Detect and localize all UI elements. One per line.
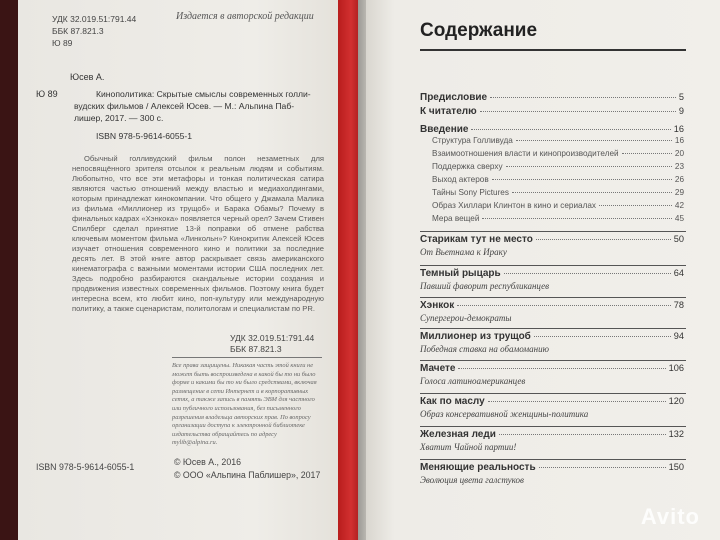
- toc-chapter-subtitle: Победная ставка на обамоманию: [420, 344, 549, 354]
- rights-notice: Все права защищены. Никакая часть этой книги не может быть воспроизведена в какой бы то ни было форме и какими бы то ни было средствами, включая размещение в сети Интернет и в корпоративных сетях, а также запись в память ЭВМ для частного или публичного использования, без письменного разрешения владельца авторских прав. По вопросу организации доступа к электронной библиотеке издательства обращайтесь по адресу mylib@alpina.ru.: [172, 362, 317, 447]
- isbn-top: ISBN 978-5-9614-6055-1: [96, 131, 193, 141]
- entry-code: Ю 89: [36, 89, 58, 99]
- toc-title: Содержание: [420, 20, 538, 41]
- chapter-rule: [420, 393, 686, 394]
- bbk-code: ББК 87.821.3: [52, 26, 104, 36]
- isbn-bottom: ISBN 978-5-9614-6055-1: [36, 462, 135, 472]
- toc-chapter-subtitle: Эволюция цвета галстуков: [420, 475, 524, 485]
- copyright-publisher: © ООО «Альпина Паблишер», 2017: [174, 470, 321, 480]
- avito-watermark: Avito: [640, 504, 700, 529]
- toc-chapter-subtitle: Голоса латиноамериканцев: [420, 376, 526, 386]
- rights-divider: [172, 357, 322, 358]
- author-name: Юсев А.: [70, 72, 105, 82]
- toc-item-preface: Предисловие 5: [420, 92, 684, 103]
- toc-chapter: Миллионер из трущоб 94: [420, 331, 684, 342]
- toc-chapter: Меняющие реальность 150: [420, 462, 684, 473]
- entry-line-3: лишер, 2017. — 300 с.: [74, 113, 164, 123]
- toc-chapter: Как по маслу 120: [420, 396, 684, 407]
- entry-line-2: вудских фильмов / Алексей Юсев. — М.: Альпина Паб-: [74, 101, 295, 111]
- toc-chapter: Хэнкок 78: [420, 300, 684, 311]
- chapter-rule: [420, 426, 686, 427]
- chapter-rule: [420, 265, 686, 266]
- entry-line-1: Кинополитика: Скрытые смыслы современных голли-: [96, 89, 311, 99]
- toc-subitem: Поддержка сверху 23: [432, 162, 684, 171]
- copyright-author: © Юсев А., 2016: [174, 457, 241, 467]
- chapter-rule: [420, 231, 686, 232]
- toc-chapter-subtitle: Павший фаворит республиканцев: [420, 281, 550, 291]
- toc-chapter-subtitle: Супергерои-демократы: [420, 313, 512, 323]
- toc-chapter-subtitle: Образ консервативной женщины-политика: [420, 409, 589, 419]
- bbk-bottom: ББК 87.821.3: [230, 344, 282, 354]
- toc-subitem: Выход актеров 26: [432, 175, 684, 184]
- toc-chapter: Темный рыцарь 64: [420, 268, 684, 279]
- toc-subitem: Образ Хиллари Клинтон в кино и сериалах 42: [432, 201, 684, 210]
- chapter-rule: [420, 360, 686, 361]
- toc-item-intro: Введение 16: [420, 124, 684, 135]
- toc-chapter: Железная леди 132: [420, 429, 684, 440]
- toc-chapter: Старикам тут не место 50: [420, 234, 684, 245]
- toc-chapter: Мачете 106: [420, 363, 684, 374]
- toc-subitem: Тайны Sony Pictures 29: [432, 188, 684, 197]
- toc-title-rule: [420, 49, 686, 51]
- author-code: Ю 89: [52, 38, 73, 48]
- chapter-rule: [420, 328, 686, 329]
- chapter-rule: [420, 459, 686, 460]
- book-annotation: Обычный голливудский фильм полон незаметных для непосвящённого зрителя отсылок к реальным людям и событиям. Любопытно, что все эти метафоры и тонкая политическая сатира являются частью отношений между властью и медиахолдингами, которым принадлежат кинокомпании. Что общего у Джамала Малика из фильма «Миллионер из трущоб» и Барака Обамы? Почему в финальных кадрах «Хэнкока» появляется черный орел? Зачем Стивен Спилберг сделал принятие 13-й поправки об отмене рабства ключевым моментом фильма «Линкольн»? Кинокритик Алексей Юсев изучает отношения современного кино и политики за последние десять лет. В этой книге автор раскрывает связь американского кинематографа с важными моментами истории США последних лет. Здесь подробно разбираются скандальные истории создания и продвижения известных современных фильмов. Поэтому книга будет интересна всем, кто любит кино, поп-культуру или международную политику, а также сценаристам, политологам и специалистам по PR.: [72, 154, 324, 313]
- toc-subitem: Взаимоотношения власти и кинопроизводителей 20: [432, 149, 684, 158]
- toc-chapter-subtitle: Хватит Чайной партии!: [420, 442, 517, 452]
- udk-code: УДК 32.019.51:791.44: [52, 14, 137, 24]
- toc-chapter-subtitle: От Вьетнама к Ираку: [420, 247, 507, 257]
- toc-subitem: Структура Голливуда 16: [432, 136, 684, 145]
- udk-bottom: УДК 32.019.51:791.44: [230, 333, 315, 343]
- toc-item-to-reader: К читателю 9: [420, 106, 684, 117]
- chapter-rule: [420, 297, 686, 298]
- edition-note: Издается в авторской редакции: [176, 11, 314, 22]
- toc-subitem: Мера вещей 45: [432, 214, 684, 223]
